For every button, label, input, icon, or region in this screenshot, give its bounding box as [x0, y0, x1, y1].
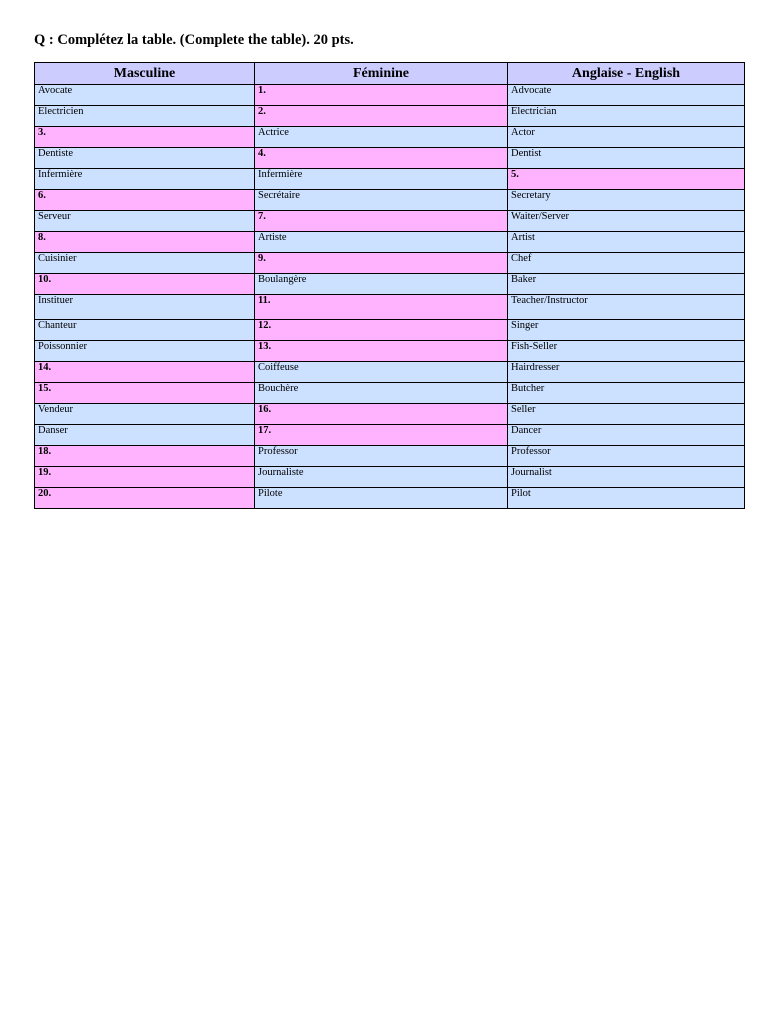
- cell-english: Chef: [508, 253, 745, 274]
- header-feminine: Féminine: [255, 63, 508, 85]
- answer-blank-feminine: 11.: [255, 295, 508, 320]
- table-header-row: [35, 63, 745, 85]
- table-row: [35, 295, 745, 320]
- answer-blank-masculine: 18.: [35, 446, 255, 467]
- cell-feminine: Coiffeuse: [255, 362, 508, 383]
- table-row: [35, 106, 745, 127]
- cell-english: Dentist: [508, 148, 745, 169]
- cell-masculine: Electricien: [35, 106, 255, 127]
- table-row: [35, 148, 745, 169]
- table-row: [35, 362, 745, 383]
- answer-blank-masculine: 6.: [35, 190, 255, 211]
- cell-masculine: Infermière: [35, 169, 255, 190]
- cell-feminine: Boulangère: [255, 274, 508, 295]
- table-row: [35, 467, 745, 488]
- cell-english: Hairdresser: [508, 362, 745, 383]
- cell-feminine: Secrétaire: [255, 190, 508, 211]
- answer-blank-masculine: 15.: [35, 383, 255, 404]
- table-row: [35, 404, 745, 425]
- answer-blank-masculine: 20.: [35, 488, 255, 509]
- cell-english: Seller: [508, 404, 745, 425]
- cell-feminine: Journaliste: [255, 467, 508, 488]
- cell-feminine: Pilote: [255, 488, 508, 509]
- answer-blank-masculine: 10.: [35, 274, 255, 295]
- cell-english: Professor: [508, 446, 745, 467]
- header-english: Anglaise - English: [508, 63, 745, 85]
- cell-english: Actor: [508, 127, 745, 148]
- cell-english: Journalist: [508, 467, 745, 488]
- answer-blank-masculine: 19.: [35, 467, 255, 488]
- cell-feminine: Infermière: [255, 169, 508, 190]
- answer-blank-feminine: 16.: [255, 404, 508, 425]
- table-row: [35, 488, 745, 509]
- table-row: [35, 274, 745, 295]
- table-row: [35, 446, 745, 467]
- answer-blank-masculine: 3.: [35, 127, 255, 148]
- answer-blank-feminine: 4.: [255, 148, 508, 169]
- cell-english: Advocate: [508, 85, 745, 106]
- cell-masculine: Poissonnier: [35, 341, 255, 362]
- cell-masculine: Avocate: [35, 85, 255, 106]
- cell-english: Butcher: [508, 383, 745, 404]
- cell-english: Pilot: [508, 488, 745, 509]
- cell-feminine: Artiste: [255, 232, 508, 253]
- cell-english: Secretary: [508, 190, 745, 211]
- table-row: [35, 320, 745, 341]
- cell-feminine: Actrice: [255, 127, 508, 148]
- cell-english: Dancer: [508, 425, 745, 446]
- table-row: [35, 127, 745, 148]
- table-row: [35, 425, 745, 446]
- table-row: [35, 232, 745, 253]
- answer-blank-feminine: 12.: [255, 320, 508, 341]
- cell-english: Waiter/Server: [508, 211, 745, 232]
- answer-blank-feminine: 7.: [255, 211, 508, 232]
- cell-masculine: Danser: [35, 425, 255, 446]
- cell-english: Electrician: [508, 106, 745, 127]
- answer-blank-feminine: 13.: [255, 341, 508, 362]
- header-masculine: Masculine: [35, 63, 255, 85]
- cell-feminine: Professor: [255, 446, 508, 467]
- cell-english: Singer: [508, 320, 745, 341]
- table-row: [35, 211, 745, 232]
- table-row: [35, 169, 745, 190]
- cell-masculine: Chanteur: [35, 320, 255, 341]
- table-row: [35, 383, 745, 404]
- table-row: [35, 341, 745, 362]
- cell-masculine: Dentiste: [35, 148, 255, 169]
- answer-blank-masculine: 8.: [35, 232, 255, 253]
- table-row: [35, 253, 745, 274]
- cell-masculine: Serveur: [35, 211, 255, 232]
- answer-blank-english: 5.: [508, 169, 745, 190]
- answer-blank-masculine: 14.: [35, 362, 255, 383]
- cell-english: Baker: [508, 274, 745, 295]
- vocabulary-table: [34, 62, 745, 509]
- answer-blank-feminine: 2.: [255, 106, 508, 127]
- cell-english: Artist: [508, 232, 745, 253]
- cell-english: Fish-Seller: [508, 341, 745, 362]
- cell-english: Teacher/Instructor: [508, 295, 745, 320]
- cell-masculine: Cuisinier: [35, 253, 255, 274]
- cell-feminine: Bouchère: [255, 383, 508, 404]
- answer-blank-feminine: 1.: [255, 85, 508, 106]
- question-title: Q : Complétez la table. (Complete the table). 20 pts.: [34, 32, 354, 48]
- cell-masculine: Instituer: [35, 295, 255, 320]
- table-row: [35, 190, 745, 211]
- cell-masculine: Vendeur: [35, 404, 255, 425]
- answer-blank-feminine: 17.: [255, 425, 508, 446]
- answer-blank-feminine: 9.: [255, 253, 508, 274]
- table-row: [35, 85, 745, 106]
